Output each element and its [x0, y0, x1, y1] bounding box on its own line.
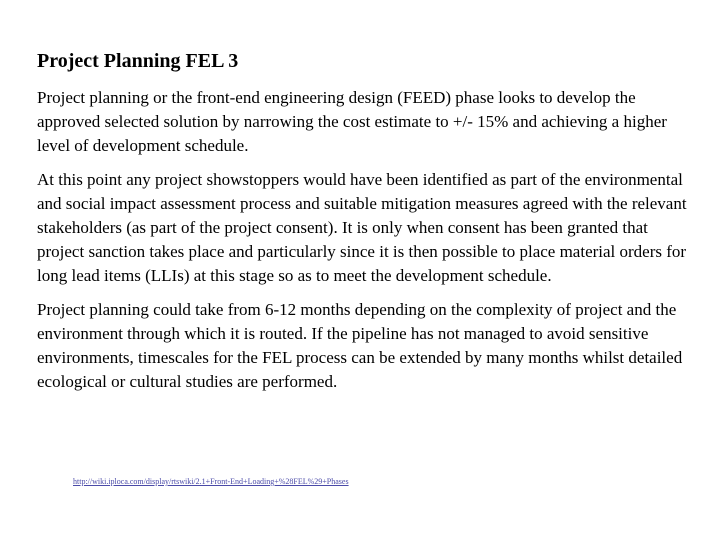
paragraph-feed-phase: Project planning or the front-end engineering design (FEED) phase looks to develop the approved selected solution by narrowing the cost estimate to +/- 15% and achieving a higher level of development schedule.: [37, 88, 667, 155]
paragraph-timescales: Project planning could take from 6-12 months depending on the complexity of project and the environment through which it is routed. If the pipeline has not managed to avoid sensitive environments, timescales for the FEL process can be extended by many months whilst detailed ecological or cultural studies are performed.: [37, 300, 683, 391]
slide-content: [37, 48, 687, 404]
slide-title: Project Planning FEL 3: [37, 50, 239, 72]
paragraph-showstoppers: At this point any project showstoppers would have been identified as part of the environmental and social impact assessment process and suitable mitigation measures agreed with the relevant stakeholders (as part of the project consent). It is only when consent has been granted that project sanction takes place and particularly since it is then possible to place material orders for long lead items (LLIs) at this stage so as to meet the development schedule.: [37, 170, 687, 285]
source-link[interactable]: http://wiki.iploca.com/display/rtswiki/2.1+Front-End+Loading+%28FEL%29+Phases: [73, 477, 349, 486]
